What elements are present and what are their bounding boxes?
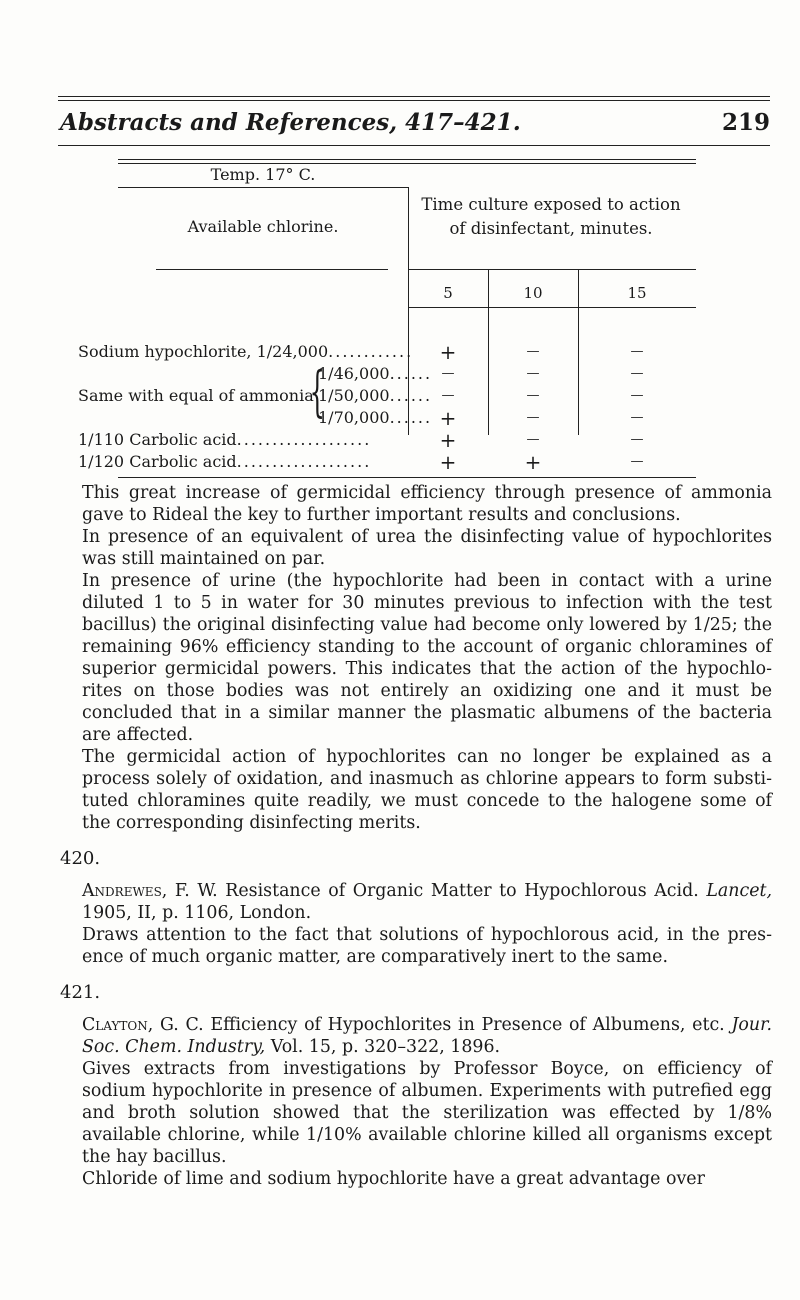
caption-rule (118, 187, 408, 188)
temp-caption: Temp. 17° C. (210, 165, 316, 184)
entry-421-title: Efficiency of Hypochlorites in Presence of Albumens, etc. (210, 1015, 725, 1035)
ammonia-label: Same with equal of ammonia (78, 386, 314, 405)
table-mark: — (630, 432, 644, 447)
entry-420-number: 420. (60, 848, 101, 869)
entry-421-source: Jour. Soc. Chem. Industry, (82, 1015, 773, 1057)
table-top-rule-2 (118, 163, 696, 164)
entry-420-author: Andrewes, F. W. (82, 881, 218, 901)
table-bottom-rule (118, 477, 696, 478)
table-mark: + (439, 340, 457, 364)
entry-421-number: 421. (60, 982, 101, 1003)
running-title: Abstracts and References, 417–421. (60, 108, 521, 136)
table-mark: — (630, 344, 644, 359)
body-text (60, 482, 772, 1190)
entry-421-abstract: Gives extracts from investigations by Professor Boyce, on efficiency of sodium hypochlorite in presence of albumen. Experiments with putrefied egg and broth solution showed that the sterilization was effected by 1/8% available chlorine, while 1/10% available chlorine killed all organisms except the hay bacillus. (82, 1059, 772, 1167)
brace: { (309, 360, 325, 423)
entry-421-author: Clayton, G. C. (82, 1015, 204, 1035)
table-row: Sodium hypochlorite, 1/24,000............ (78, 342, 414, 361)
available-chlorine-header: Available chlorine. (187, 217, 339, 236)
table-mark: — (526, 344, 540, 359)
table-top-rule (118, 159, 696, 160)
page-number: 219 (721, 108, 770, 136)
table-mark: — (630, 388, 644, 403)
entry-421-ref: Vol. 15, p. 320–322, 1896. (270, 1037, 501, 1057)
minutes-10: 10 (523, 284, 543, 302)
entry-420-abstract: Draws attention to the fact that solutions of hypochlorous acid, in the pres- ence of much organic matter, are comparatively inert to the same. (82, 925, 772, 967)
paragraph: In presence of an equivalent of urea the disinfecting value of hypochlorites was still maintained on par. (82, 527, 772, 569)
last-line: Chloride of lime and sodium hypochlorite have a great advantage over (82, 1169, 705, 1189)
table-mark: + (439, 428, 457, 452)
table-mark: — (526, 410, 540, 425)
table-mark: — (630, 454, 644, 469)
table-row: 1/50,000...... (318, 386, 433, 405)
running-head (60, 102, 770, 142)
results-table (78, 159, 696, 474)
entry-420-ref: 1905, II, p. 1106, London. (82, 903, 312, 923)
table-mark: + (439, 450, 457, 474)
table-mark: — (526, 366, 540, 381)
table-mark: — (441, 366, 455, 381)
paragraph: This great increase of germicidal efficiency through presence of ammonia gave to Rideal the key to further important results and conclusions. (82, 483, 772, 525)
table-row: 1/110 Carbolic acid................... (78, 430, 372, 449)
top-rule-thin (58, 100, 770, 101)
table-mark: + (439, 406, 457, 430)
minutes-under-rule (408, 307, 696, 308)
table-mark: — (526, 432, 540, 447)
header-under-rule (156, 269, 388, 270)
header-rule (58, 145, 770, 146)
entry-421-citation (60, 1014, 772, 1058)
top-rule (58, 96, 770, 97)
table-row: 1/46,000...... (318, 364, 433, 383)
time-exposed-header: Time culture exposed to action of disinfectant, minutes. (421, 195, 681, 238)
table-mark: — (630, 366, 644, 381)
entry-420-citation (60, 880, 772, 924)
paragraph: The germicidal action of hypochlorites can no longer be explained as a process solely of oxidation, and inasmuch as chlorine appears to form substi- tuted chloramines quite readily, we must concede to the halogene some of the corresponding disinfecting merits. (82, 747, 772, 833)
entry-420-title: Resistance of Organic Matter to Hypochlorous Acid. (225, 881, 699, 901)
minutes-15: 15 (627, 284, 647, 302)
minutes-5: 5 (443, 284, 453, 302)
table-row: 1/120 Carbolic acid................... (78, 452, 372, 471)
table-row: 1/70,000...... (318, 408, 433, 427)
table-mark: — (526, 388, 540, 403)
table-mark: — (441, 388, 455, 403)
table-mark: + (524, 450, 542, 474)
entry-420-source: Lancet, (706, 881, 773, 901)
minutes-rule (408, 269, 696, 270)
paragraph: In presence of urine (the hypochlorite had been in contact with a urine diluted 1 to 5 in water for 30 minutes previous to infection with the test bacillus) the original disinfecting value had become only lowered by 1/25; the remaining 96% efficiency standing to the account of organic chloramines of superior germicidal powers. This indicates that the action of the hypochlo- rites on those bodies was not entirely an oxidizing one and it must be concluded that in a similar manner the plasmatic albumens of the bacteria are affected. (82, 571, 772, 745)
table-mark: — (630, 410, 644, 425)
